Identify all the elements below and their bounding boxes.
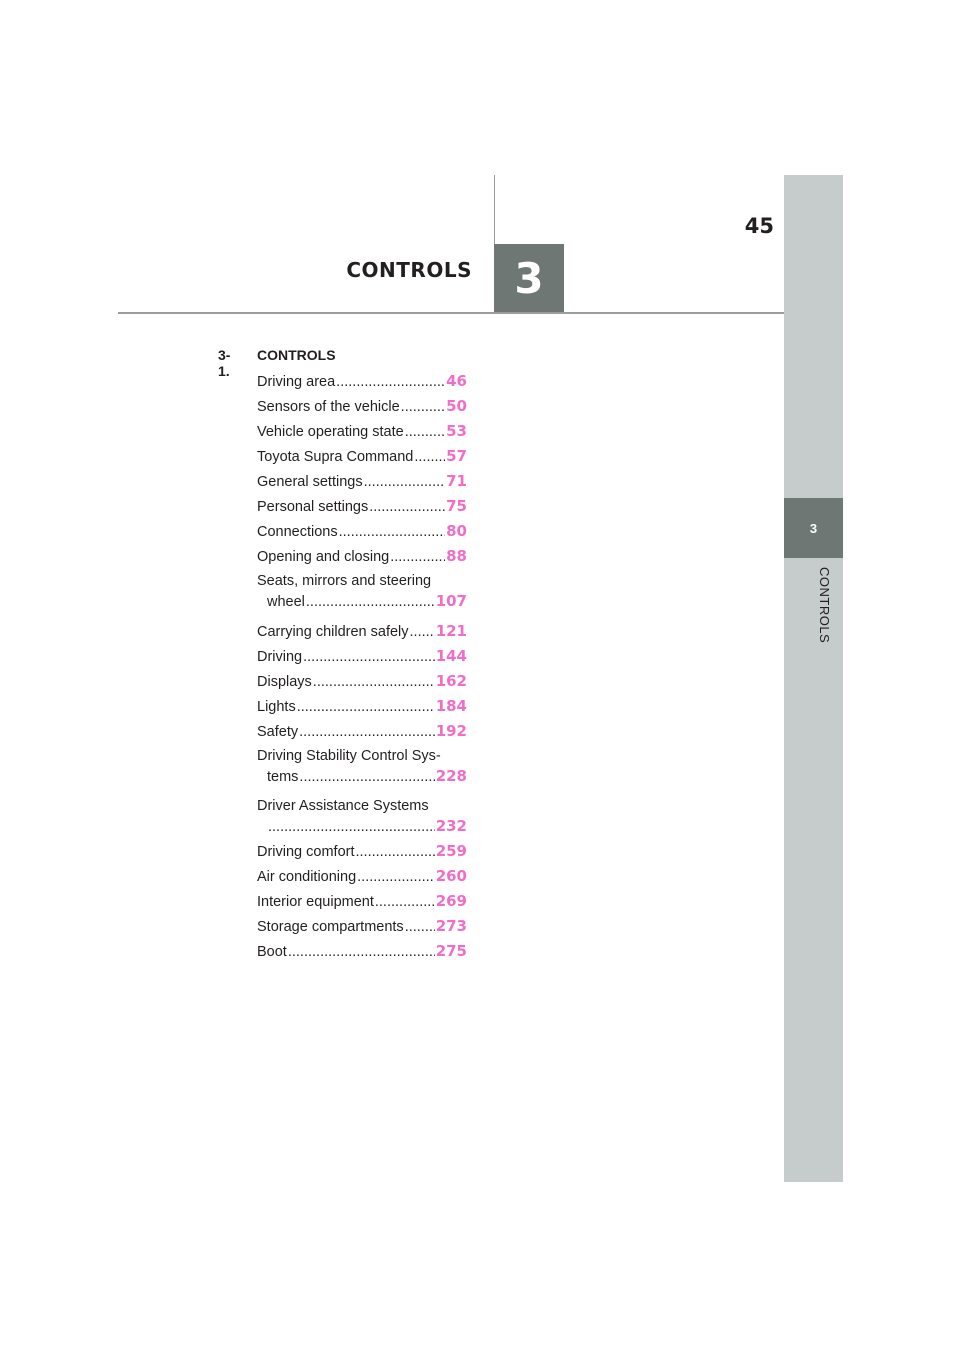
toc-page-link[interactable]: 71 bbox=[446, 472, 467, 490]
toc-entry[interactable] bbox=[257, 941, 467, 962]
side-tab-number: 3 bbox=[809, 520, 818, 536]
dot-leader bbox=[313, 672, 435, 692]
dot-leader bbox=[336, 372, 445, 392]
dot-leader bbox=[401, 397, 445, 417]
toc-page-link[interactable]: 144 bbox=[435, 647, 467, 665]
toc-entry-title: Sensors of the vehicle bbox=[257, 399, 400, 415]
dot-leader bbox=[356, 842, 435, 862]
dot-leader bbox=[299, 722, 435, 742]
toc-page-link[interactable]: 275 bbox=[435, 942, 467, 960]
toc-entry-title: Displays bbox=[257, 674, 312, 690]
toc-entry[interactable] bbox=[257, 471, 467, 492]
section-number: 3-1. bbox=[218, 347, 231, 379]
toc-entry[interactable] bbox=[257, 546, 467, 567]
header-divider-vertical bbox=[494, 175, 495, 245]
dot-leader bbox=[414, 447, 445, 467]
toc-entry[interactable] bbox=[257, 421, 467, 442]
toc-entry[interactable] bbox=[257, 446, 467, 467]
toc-entry[interactable] bbox=[257, 496, 467, 517]
toc-page-link[interactable]: 80 bbox=[446, 522, 467, 540]
chapter-number: 3 bbox=[514, 254, 544, 303]
toc-page-link[interactable]: 53 bbox=[446, 422, 467, 440]
toc-page-link[interactable]: 260 bbox=[435, 867, 467, 885]
page-number: 45 bbox=[744, 214, 774, 238]
toc-page-link[interactable]: 57 bbox=[446, 447, 467, 465]
toc-page-link[interactable]: 121 bbox=[435, 622, 467, 640]
toc-page-link[interactable]: 184 bbox=[435, 697, 467, 715]
dot-leader bbox=[405, 917, 435, 937]
toc-entry-title: Air conditioning bbox=[257, 869, 357, 885]
dot-leader bbox=[339, 522, 446, 542]
dot-leader bbox=[410, 622, 435, 642]
toc-entry[interactable] bbox=[257, 371, 467, 392]
toc-entry-title: Seats, mirrors and steering bbox=[257, 573, 432, 589]
toc-page-link[interactable]: 46 bbox=[446, 372, 467, 390]
toc-entry-title-cont: tems bbox=[267, 769, 299, 785]
toc-page-link[interactable]: 273 bbox=[435, 917, 467, 935]
toc-page-link[interactable]: 259 bbox=[435, 842, 467, 860]
chapter-number-box bbox=[494, 244, 564, 313]
toc-entry[interactable] bbox=[257, 796, 467, 837]
toc-page-link[interactable]: 192 bbox=[435, 722, 467, 740]
toc-entry-title: Boot bbox=[257, 944, 287, 960]
toc-entry-title: Driver Assistance Systems bbox=[257, 798, 429, 814]
toc-entry-title: General settings bbox=[257, 474, 363, 490]
toc-entry-title: Driving bbox=[257, 649, 303, 665]
dot-leader bbox=[297, 697, 435, 717]
toc-entry-title: Personal settings bbox=[257, 499, 369, 515]
side-tab-label: CONTROLS bbox=[817, 567, 832, 644]
header-rule bbox=[118, 312, 784, 314]
toc-entry-title: Storage compartments bbox=[257, 919, 404, 935]
toc-entry[interactable] bbox=[257, 571, 467, 612]
toc-entry[interactable] bbox=[257, 866, 467, 887]
toc-page-link[interactable]: 75 bbox=[446, 497, 467, 515]
dot-leader bbox=[375, 892, 435, 912]
toc-page-link[interactable]: 88 bbox=[446, 547, 467, 565]
side-thumb-strip bbox=[784, 175, 843, 1182]
dot-leader bbox=[364, 472, 446, 492]
toc-page-link[interactable]: 228 bbox=[435, 767, 467, 785]
dot-leader bbox=[303, 647, 435, 667]
toc-entry[interactable] bbox=[257, 696, 467, 717]
dot-leader bbox=[357, 867, 435, 887]
dot-leader bbox=[369, 497, 445, 517]
side-chapter-tab[interactable] bbox=[784, 498, 843, 558]
section-title: CONTROLS bbox=[257, 347, 336, 363]
toc-entry-title: Connections bbox=[257, 524, 338, 540]
dot-leader bbox=[268, 817, 435, 837]
dot-leader bbox=[299, 767, 434, 787]
dot-leader bbox=[390, 547, 445, 567]
chapter-title: CONTROLS bbox=[346, 258, 472, 282]
toc-entry-title: Vehicle operating state bbox=[257, 424, 404, 440]
toc-entry[interactable] bbox=[257, 916, 467, 937]
dot-leader bbox=[288, 942, 435, 962]
toc-entry[interactable] bbox=[257, 646, 467, 667]
toc-entry[interactable] bbox=[257, 621, 467, 642]
toc-entry-title: Driving comfort bbox=[257, 844, 355, 860]
toc-page-link[interactable]: 162 bbox=[435, 672, 467, 690]
toc-entry[interactable] bbox=[257, 746, 467, 787]
toc-entry-title: Driving Stability Control Sys- bbox=[257, 748, 441, 764]
toc-entry-title: Lights bbox=[257, 699, 296, 715]
toc-page-link[interactable]: 107 bbox=[435, 592, 467, 610]
dot-leader bbox=[306, 592, 435, 612]
toc-entry-title: Interior equipment bbox=[257, 894, 374, 910]
toc-entry-title: Toyota Supra Command bbox=[257, 449, 414, 465]
toc-entry[interactable] bbox=[257, 721, 467, 742]
dot-leader bbox=[405, 422, 445, 442]
toc-entry-title: Driving area bbox=[257, 374, 336, 390]
toc-entry[interactable] bbox=[257, 521, 467, 542]
toc-entry[interactable] bbox=[257, 671, 467, 692]
toc-entry[interactable] bbox=[257, 396, 467, 417]
toc-page-link[interactable]: 50 bbox=[446, 397, 467, 415]
toc-entry[interactable] bbox=[257, 891, 467, 912]
toc-entry-title-cont: wheel bbox=[267, 594, 305, 610]
toc-page-link[interactable]: 232 bbox=[435, 817, 467, 835]
toc-page-link[interactable]: 269 bbox=[435, 892, 467, 910]
toc-entry-title: Opening and closing bbox=[257, 549, 390, 565]
toc-entry-title: Carrying children safely bbox=[257, 624, 409, 640]
toc-entry-title: Safety bbox=[257, 724, 299, 740]
toc-entry[interactable] bbox=[257, 841, 467, 862]
